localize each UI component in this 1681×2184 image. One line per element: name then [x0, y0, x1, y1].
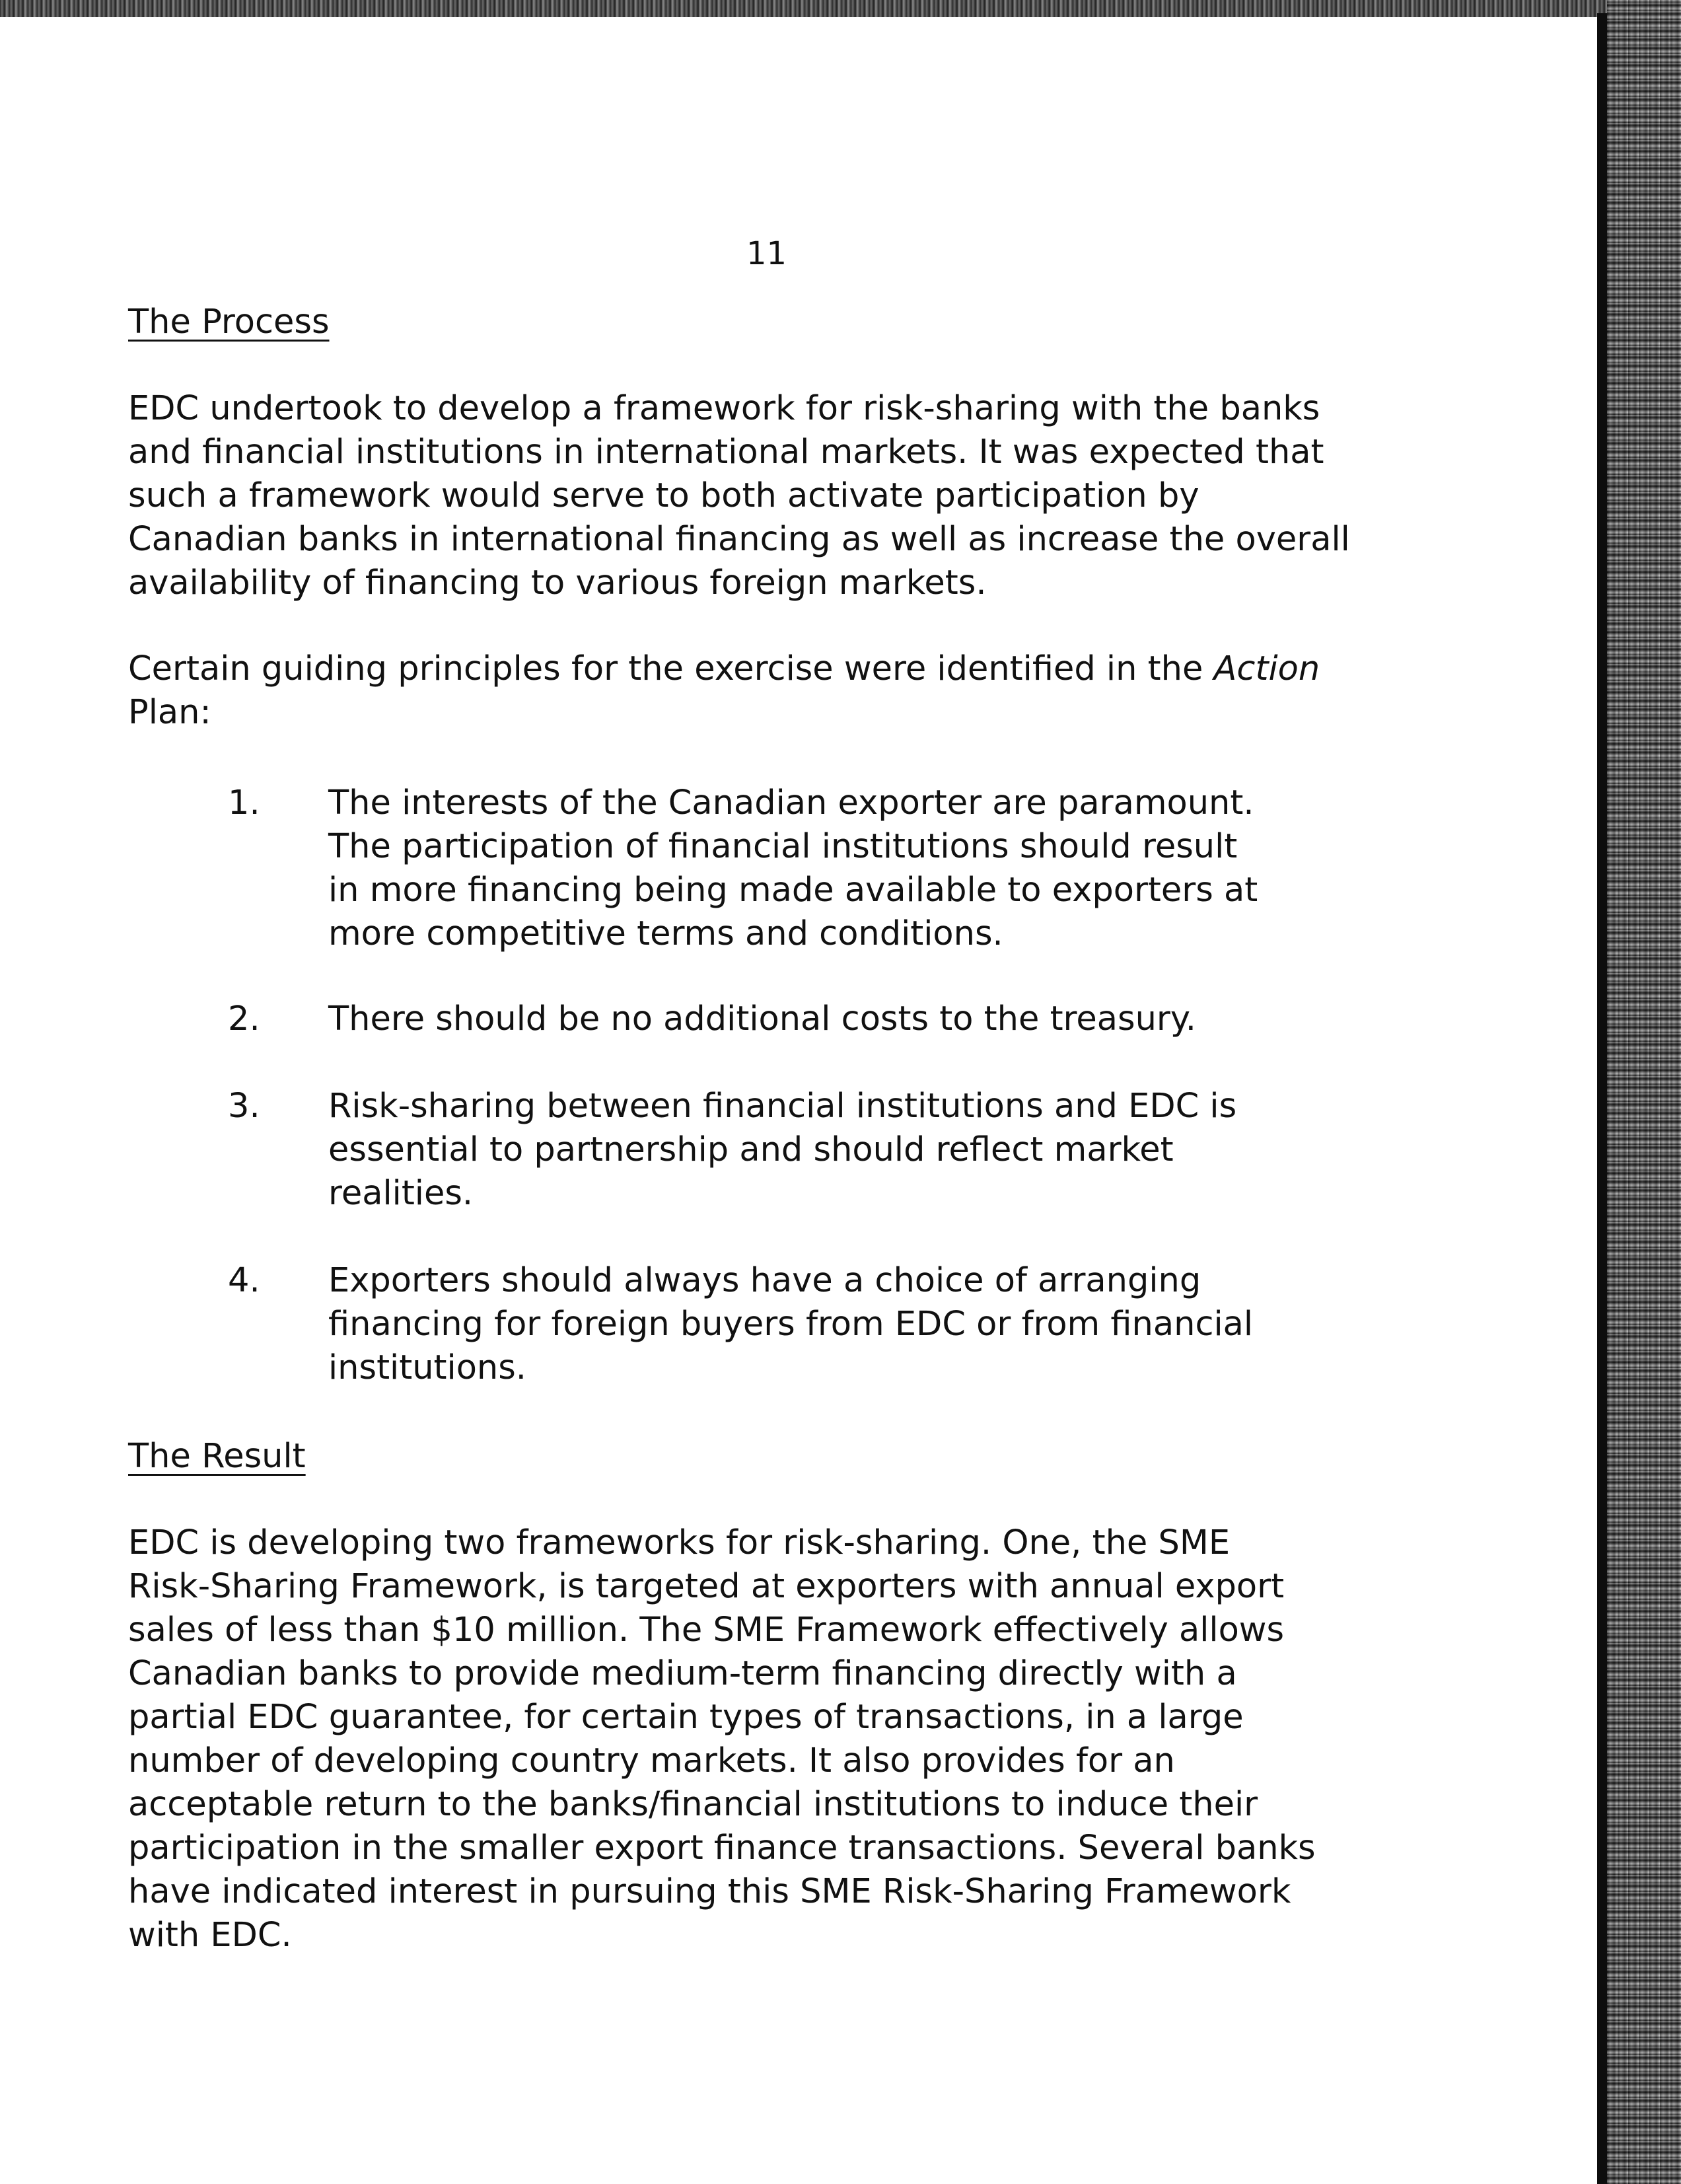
page-number: 11 [746, 235, 787, 272]
scan-right-border [1597, 13, 1608, 2184]
principles-intro [128, 647, 1449, 735]
principle-text: Risk-sharing between financial institutions and EDC is essential to partnership and should reflect market realities. [328, 1087, 1237, 1213]
principle-text: There should be no additional costs to the treasury. [328, 1000, 1197, 1038]
section-heading-result: The Result [128, 1437, 306, 1476]
scan-right-edge [1607, 0, 1681, 2184]
principle-number: 4. [228, 1261, 260, 1300]
principle-text: Exporters should always have a choice of arranging financing for foreign buyers from EDC or from financial institutions. [328, 1261, 1254, 1387]
principle-number: 1. [228, 783, 260, 822]
principles-intro-end: Plan: [128, 693, 211, 732]
principles-intro-italic: Action [1213, 649, 1320, 688]
process-paragraph: EDC undertook to develop a framework for risk-sharing with the banks and financial institutions in international markets. It was expected that such a framework would serve to both activate participation by Canadian banks in international financing as well as increase the overall availability of financing to various foreign markets. [128, 389, 1350, 602]
principle-number: 3. [228, 1087, 260, 1126]
principle-number: 2. [228, 1000, 260, 1038]
section-heading-process: The Process [128, 303, 330, 342]
principle-text: The interests of the Canadian exporter are paramount. The participation of financial institutions should result in more financing being made available to exporters at more competitive terms and conditions. [328, 783, 1258, 953]
principles-intro-text: Certain guiding principles for the exercise were identified in the [128, 649, 1214, 688]
result-paragraph: EDC is developing two frameworks for risk-sharing. One, the SME Risk-Sharing Framework, is targeted at exporters with annual export sales of less than $10 million. The SME Framework effectively allows Canadian banks to provide medium-term financing directly with a partial EDC guarantee, for certain types of transactions, in a large number of developing country markets. It also provides for an acceptable return to the banks/financial institutions to induce their participation in the smaller export finance transactions. Several banks have indicated interest in pursuing this SME Risk-Sharing Framework with EDC. [128, 1523, 1316, 1955]
